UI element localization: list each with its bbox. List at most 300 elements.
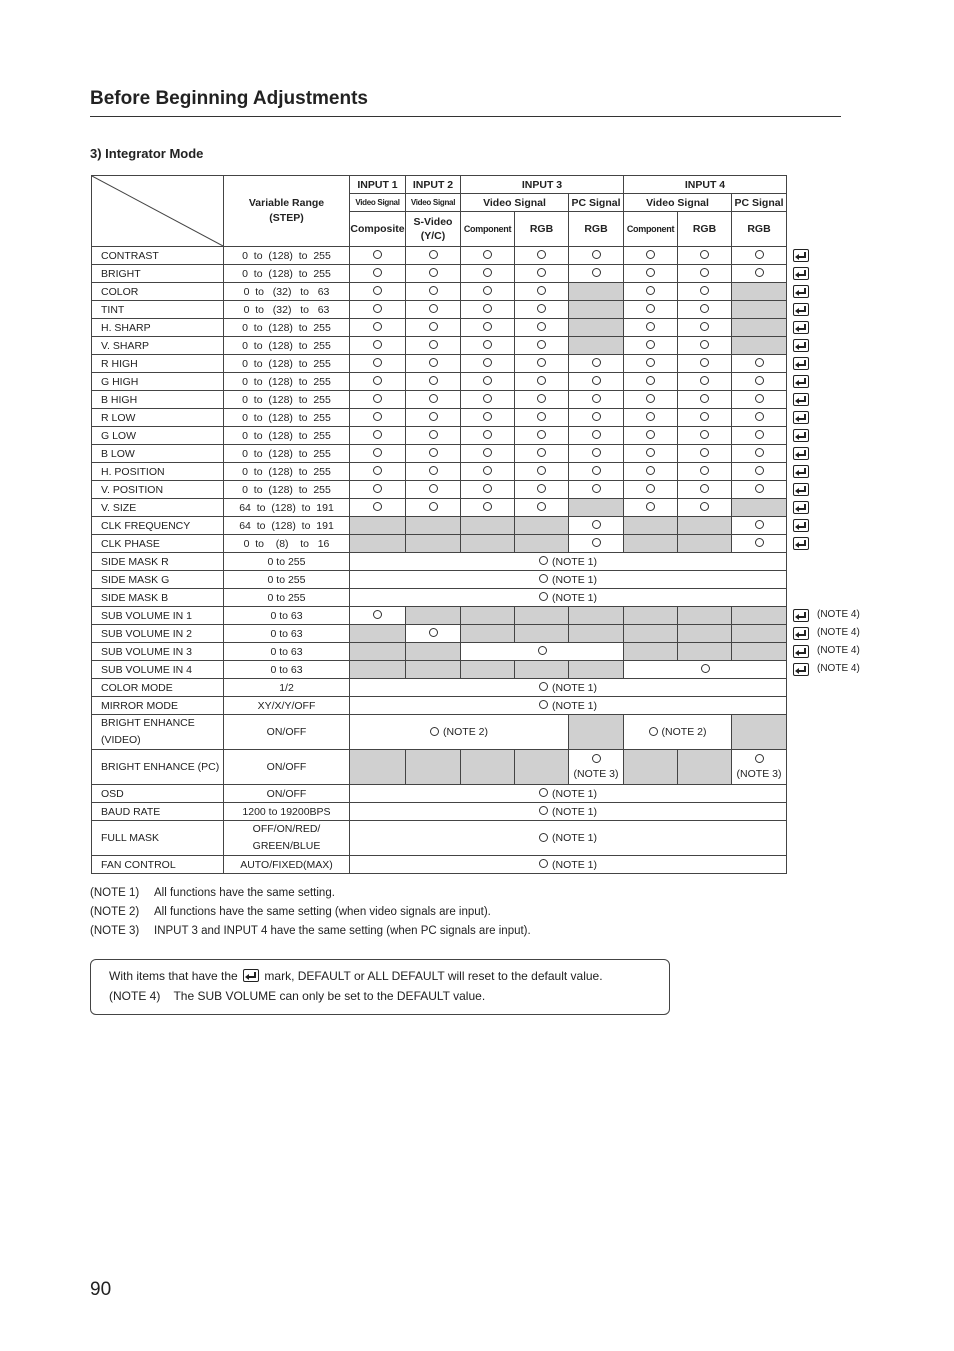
integrator-mode-table (91, 175, 787, 874)
circle-mark-icon (429, 430, 438, 439)
supported-cell (350, 247, 406, 265)
note-label: (NOTE 1) (90, 887, 140, 899)
circle-mark-icon (429, 376, 438, 385)
circle-mark-icon (700, 268, 709, 277)
return-key-arrow (795, 668, 799, 674)
input-span-cell (624, 661, 787, 679)
input4-header: INPUT 4 (624, 176, 787, 194)
supported-cell (350, 409, 406, 427)
circle-mark-icon (373, 412, 382, 421)
supported-cell (678, 391, 732, 409)
supported-cell (350, 337, 406, 355)
supported-cell (515, 499, 569, 517)
circle-mark-icon (539, 556, 548, 565)
supported-cell (406, 283, 461, 301)
return-key-arrow (795, 326, 799, 332)
row-label: CLK PHASE (92, 535, 224, 553)
circle-mark-icon (700, 322, 709, 331)
circle-mark-icon (373, 448, 382, 457)
circle-mark-icon (373, 610, 382, 619)
circle-mark-icon (646, 412, 655, 421)
return-key-arrow (795, 308, 799, 314)
circle-mark-icon (646, 430, 655, 439)
video-note-cell (350, 715, 569, 750)
return-key-icon (793, 249, 809, 262)
table-row (92, 679, 787, 697)
na-cell (678, 535, 732, 553)
circle-mark-icon (592, 466, 601, 475)
na-cell (732, 607, 787, 625)
table-row (92, 499, 787, 517)
na-cell (569, 337, 624, 355)
row-range: ON/OFF (224, 785, 350, 803)
circle-mark-icon (429, 358, 438, 367)
table-corner (92, 176, 224, 247)
circle-mark-icon (483, 502, 492, 511)
supported-cell (515, 481, 569, 499)
circle-mark-icon (537, 376, 546, 385)
na-cell (569, 661, 624, 679)
return-key-arrow (795, 542, 799, 548)
all-inputs-cell (350, 589, 787, 607)
circle-mark-icon (646, 502, 655, 511)
note-ref: (NOTE 1) (552, 832, 597, 844)
supported-cell (624, 481, 678, 499)
input1-video-signal: Video Signal (350, 194, 406, 212)
na-cell (569, 283, 624, 301)
row-range: 0 to (128) to 255 (224, 427, 350, 445)
supported-cell (569, 391, 624, 409)
na-cell (732, 643, 787, 661)
na-cell (515, 625, 569, 643)
circle-mark-icon (755, 250, 764, 259)
supported-cell (569, 265, 624, 283)
table-row (92, 785, 787, 803)
supported-cell (406, 355, 461, 373)
circle-mark-icon (483, 340, 492, 349)
supported-cell (350, 301, 406, 319)
na-cell (406, 750, 461, 785)
supported-cell (515, 463, 569, 481)
supported-cell (678, 409, 732, 427)
row-label: CONTRAST (92, 247, 224, 265)
circle-mark-icon (483, 286, 492, 295)
circle-mark-icon (755, 448, 764, 457)
circle-mark-icon (539, 700, 548, 709)
row-label: BRIGHT (92, 265, 224, 283)
svideo-header: S-Video (Y/C) (406, 212, 461, 247)
circle-mark-icon (539, 859, 548, 868)
sub-volume-note: (NOTE 4) (817, 627, 860, 638)
row-label: SUB VOLUME IN 2 (92, 625, 224, 643)
row-label: R HIGH (92, 355, 224, 373)
circle-mark-icon (483, 484, 492, 493)
note-ref: (NOTE 1) (552, 787, 597, 800)
circle-mark-icon (700, 502, 709, 511)
row-range: 0 to 63 (224, 643, 350, 661)
na-cell (732, 499, 787, 517)
row-range: 0 to 63 (224, 625, 350, 643)
return-key-icon (793, 465, 809, 478)
supported-cell (732, 247, 787, 265)
supported-cell (678, 265, 732, 283)
supported-cell (406, 301, 461, 319)
supported-cell (569, 463, 624, 481)
supported-cell (406, 247, 461, 265)
circle-mark-icon (700, 484, 709, 493)
na-cell (515, 517, 569, 535)
circle-mark-icon (649, 727, 658, 736)
input4-pc-rgb-header: RGB (732, 212, 787, 247)
return-key-arrow (795, 506, 799, 512)
row-range: 0 to (128) to 255 (224, 373, 350, 391)
note-text: All functions have the same setting. (154, 887, 335, 899)
circle-mark-icon (538, 646, 547, 655)
supported-cell (732, 373, 787, 391)
supported-cell (350, 607, 406, 625)
supported-cell (624, 463, 678, 481)
supported-cell (678, 355, 732, 373)
na-cell (624, 750, 678, 785)
na-cell (350, 750, 406, 785)
table-row (92, 445, 787, 463)
all-inputs-cell (350, 553, 787, 571)
row-range: 0 to (8) to 16 (224, 535, 350, 553)
circle-mark-icon (429, 484, 438, 493)
circle-mark-icon (539, 788, 548, 797)
return-key-arrow (795, 434, 799, 440)
supported-cell (350, 355, 406, 373)
supported-cell (350, 391, 406, 409)
circle-mark-icon (646, 322, 655, 331)
circle-mark-icon (373, 322, 382, 331)
supported-cell (461, 391, 515, 409)
row-label: SIDE MASK R (92, 553, 224, 571)
table-row (92, 571, 787, 589)
na-cell (678, 517, 732, 535)
table-row (92, 553, 787, 571)
na-cell (350, 535, 406, 553)
supported-cell (461, 247, 515, 265)
supported-cell (569, 517, 624, 535)
supported-cell (569, 427, 624, 445)
table-row (92, 856, 787, 874)
row-label: COLOR MODE (92, 679, 224, 697)
table-row (92, 481, 787, 499)
row-label: MIRROR MODE (92, 697, 224, 715)
note-line (90, 906, 491, 918)
input3-video-signal: Video Signal (461, 194, 569, 212)
row-range: XY/X/Y/OFF (224, 697, 350, 715)
supported-cell (732, 445, 787, 463)
table-row (92, 409, 787, 427)
supported-cell (350, 319, 406, 337)
return-key-arrow (795, 470, 799, 476)
row-label: V. SHARP (92, 337, 224, 355)
circle-mark-icon (592, 250, 601, 259)
circle-mark-icon (429, 250, 438, 259)
circle-mark-icon (429, 268, 438, 277)
na-cell (678, 643, 732, 661)
row-range: 0 to 255 (224, 589, 350, 607)
supported-cell (624, 283, 678, 301)
return-key-icon (793, 375, 809, 388)
sub-volume-note: (NOTE 4) (817, 663, 860, 674)
return-key-icon (793, 285, 809, 298)
supported-cell (515, 355, 569, 373)
supported-cell (461, 337, 515, 355)
return-key-arrow (795, 254, 799, 260)
circle-mark-icon (429, 304, 438, 313)
table-row (92, 535, 787, 553)
input3-component-header: Component (461, 212, 515, 247)
na-cell (406, 517, 461, 535)
row-range: 0 to (128) to 255 (224, 409, 350, 427)
row-label: BRIGHT ENHANCE (VIDEO) (92, 715, 224, 750)
supported-cell (406, 463, 461, 481)
supported-cell (624, 355, 678, 373)
input1-header: INPUT 1 (350, 176, 406, 194)
row-range: 0 to (128) to 255 (224, 463, 350, 481)
row-range: 0 to 255 (224, 553, 350, 571)
supported-cell (350, 481, 406, 499)
supported-cell (350, 283, 406, 301)
table-row (92, 391, 787, 409)
note-ref: (NOTE 2) (443, 726, 488, 738)
circle-mark-icon (483, 394, 492, 403)
all-inputs-cell (350, 785, 787, 803)
circle-mark-icon (537, 466, 546, 475)
supported-cell (624, 301, 678, 319)
supported-cell (678, 499, 732, 517)
table-row (92, 301, 787, 319)
note-ref: (NOTE 2) (661, 726, 707, 738)
supported-cell (461, 373, 515, 391)
return-key-icon (793, 609, 809, 622)
circle-mark-icon (373, 340, 382, 349)
circle-mark-icon (646, 394, 655, 403)
info-line-1-start: With items that have the (109, 969, 238, 983)
return-key-icon (793, 357, 809, 370)
circle-mark-icon (537, 358, 546, 367)
note-ref: (NOTE 1) (552, 555, 597, 568)
circle-mark-icon (755, 538, 764, 547)
return-key-icon (793, 303, 809, 316)
circle-mark-icon (429, 322, 438, 331)
return-key-icon (793, 411, 809, 424)
supported-cell (461, 481, 515, 499)
na-cell (406, 535, 461, 553)
na-cell (515, 750, 569, 785)
supported-cell (678, 463, 732, 481)
supported-cell (406, 481, 461, 499)
supported-cell (406, 373, 461, 391)
row-range: 0 to (32) to 63 (224, 283, 350, 301)
circle-mark-icon (537, 268, 546, 277)
supported-cell (350, 463, 406, 481)
circle-mark-icon (592, 520, 601, 529)
na-cell (624, 517, 678, 535)
return-key-icon (793, 663, 809, 676)
circle-mark-icon (592, 376, 601, 385)
circle-mark-icon (429, 628, 438, 637)
supported-cell (515, 247, 569, 265)
all-inputs-cell (350, 856, 787, 874)
na-cell (350, 517, 406, 535)
circle-mark-icon (539, 806, 548, 815)
input3-pc-rgb-header: RGB (569, 212, 624, 247)
row-range: 0 to (128) to 255 (224, 445, 350, 463)
supported-cell (461, 355, 515, 373)
circle-mark-icon (755, 412, 764, 421)
circle-mark-icon (755, 484, 764, 493)
supported-cell (406, 445, 461, 463)
circle-mark-icon (373, 394, 382, 403)
note-label: (NOTE 2) (90, 906, 140, 918)
supported-cell (461, 319, 515, 337)
row-range: 0 to (128) to 255 (224, 391, 350, 409)
supported-cell (515, 373, 569, 391)
supported-cell (461, 427, 515, 445)
row-label: B HIGH (92, 391, 224, 409)
row-label: COLOR (92, 283, 224, 301)
return-key-icon (793, 483, 809, 496)
na-cell (569, 625, 624, 643)
na-cell (461, 750, 515, 785)
input4-component-header: Component (624, 212, 678, 247)
pc-note-cell (732, 750, 787, 785)
supported-cell (678, 283, 732, 301)
circle-mark-icon (483, 448, 492, 457)
table-row (92, 589, 787, 607)
input2-header: INPUT 2 (406, 176, 461, 194)
circle-mark-icon (429, 502, 438, 511)
circle-mark-icon (700, 466, 709, 475)
circle-mark-icon (483, 268, 492, 277)
circle-mark-icon (755, 754, 764, 763)
row-range: 1200 to 19200BPS (224, 803, 350, 821)
circle-mark-icon (373, 286, 382, 295)
supported-cell (515, 301, 569, 319)
supported-cell (515, 409, 569, 427)
return-key-arrow (795, 632, 799, 638)
table-row (92, 607, 787, 625)
supported-cell (732, 355, 787, 373)
na-cell (569, 499, 624, 517)
na-cell (624, 535, 678, 553)
row-label: FULL MASK (92, 821, 224, 856)
circle-mark-icon (373, 484, 382, 493)
supported-cell (624, 445, 678, 463)
row-range: 0 to 63 (224, 607, 350, 625)
circle-mark-icon (429, 412, 438, 421)
return-key-icon (793, 645, 809, 658)
row-label: B LOW (92, 445, 224, 463)
supported-cell (406, 427, 461, 445)
circle-mark-icon (646, 448, 655, 457)
na-cell (461, 625, 515, 643)
note-ref: (NOTE 1) (552, 805, 597, 818)
return-key-arrow (795, 344, 799, 350)
circle-mark-icon (537, 394, 546, 403)
header-rule (90, 116, 841, 117)
supported-cell (461, 301, 515, 319)
na-cell (461, 535, 515, 553)
table-row (92, 463, 787, 481)
circle-mark-icon (700, 304, 709, 313)
table-row (92, 265, 787, 283)
note-ref: (NOTE 1) (552, 681, 597, 694)
page-header-title: Before Beginning Adjustments (90, 88, 368, 109)
circle-mark-icon (537, 484, 546, 493)
all-inputs-cell (350, 679, 787, 697)
return-key-arrow (795, 452, 799, 458)
supported-cell (678, 301, 732, 319)
table-row (92, 427, 787, 445)
circle-mark-icon (755, 394, 764, 403)
return-key-icon (793, 339, 809, 352)
circle-mark-icon (755, 376, 764, 385)
return-key-arrow (795, 524, 799, 530)
circle-mark-icon (483, 322, 492, 331)
na-cell (732, 337, 787, 355)
circle-mark-icon (701, 664, 710, 673)
row-label: R LOW (92, 409, 224, 427)
na-cell (515, 661, 569, 679)
row-range: AUTO/FIXED(MAX) (224, 856, 350, 874)
input2-video-signal: Video Signal (406, 194, 461, 212)
note-label: (NOTE 3) (90, 925, 140, 937)
supported-cell (350, 265, 406, 283)
supported-cell (732, 427, 787, 445)
na-cell (515, 535, 569, 553)
row-range: 0 to (32) to 63 (224, 301, 350, 319)
supported-cell (461, 463, 515, 481)
table-row (92, 283, 787, 301)
na-cell (350, 643, 406, 661)
row-label: BRIGHT ENHANCE (PC) (92, 750, 224, 785)
return-key-icon (793, 321, 809, 334)
circle-mark-icon (646, 358, 655, 367)
supported-cell (461, 445, 515, 463)
return-key-icon (243, 969, 259, 982)
supported-cell (732, 481, 787, 499)
supported-cell (515, 265, 569, 283)
table-row (92, 697, 787, 715)
note-ref: (NOTE 1) (552, 573, 597, 586)
input4-rgb-header: RGB (678, 212, 732, 247)
table-row (92, 355, 787, 373)
supported-cell (461, 499, 515, 517)
circle-mark-icon (429, 340, 438, 349)
circle-mark-icon (483, 466, 492, 475)
row-label: G LOW (92, 427, 224, 445)
circle-mark-icon (483, 412, 492, 421)
info-line-1-end: mark, DEFAULT or ALL DEFAULT will reset to the default value. (264, 969, 603, 983)
na-cell (350, 661, 406, 679)
note-ref: (NOTE 3) (736, 768, 782, 780)
circle-mark-icon (592, 394, 601, 403)
supported-cell (678, 445, 732, 463)
circle-mark-icon (373, 466, 382, 475)
note-text: All functions have the same setting (when video signals are input). (154, 906, 491, 918)
circle-mark-icon (592, 484, 601, 493)
table-row (92, 715, 787, 750)
row-range: 0 to 255 (224, 571, 350, 589)
circle-mark-icon (646, 484, 655, 493)
circle-mark-icon (373, 430, 382, 439)
table-row (92, 337, 787, 355)
